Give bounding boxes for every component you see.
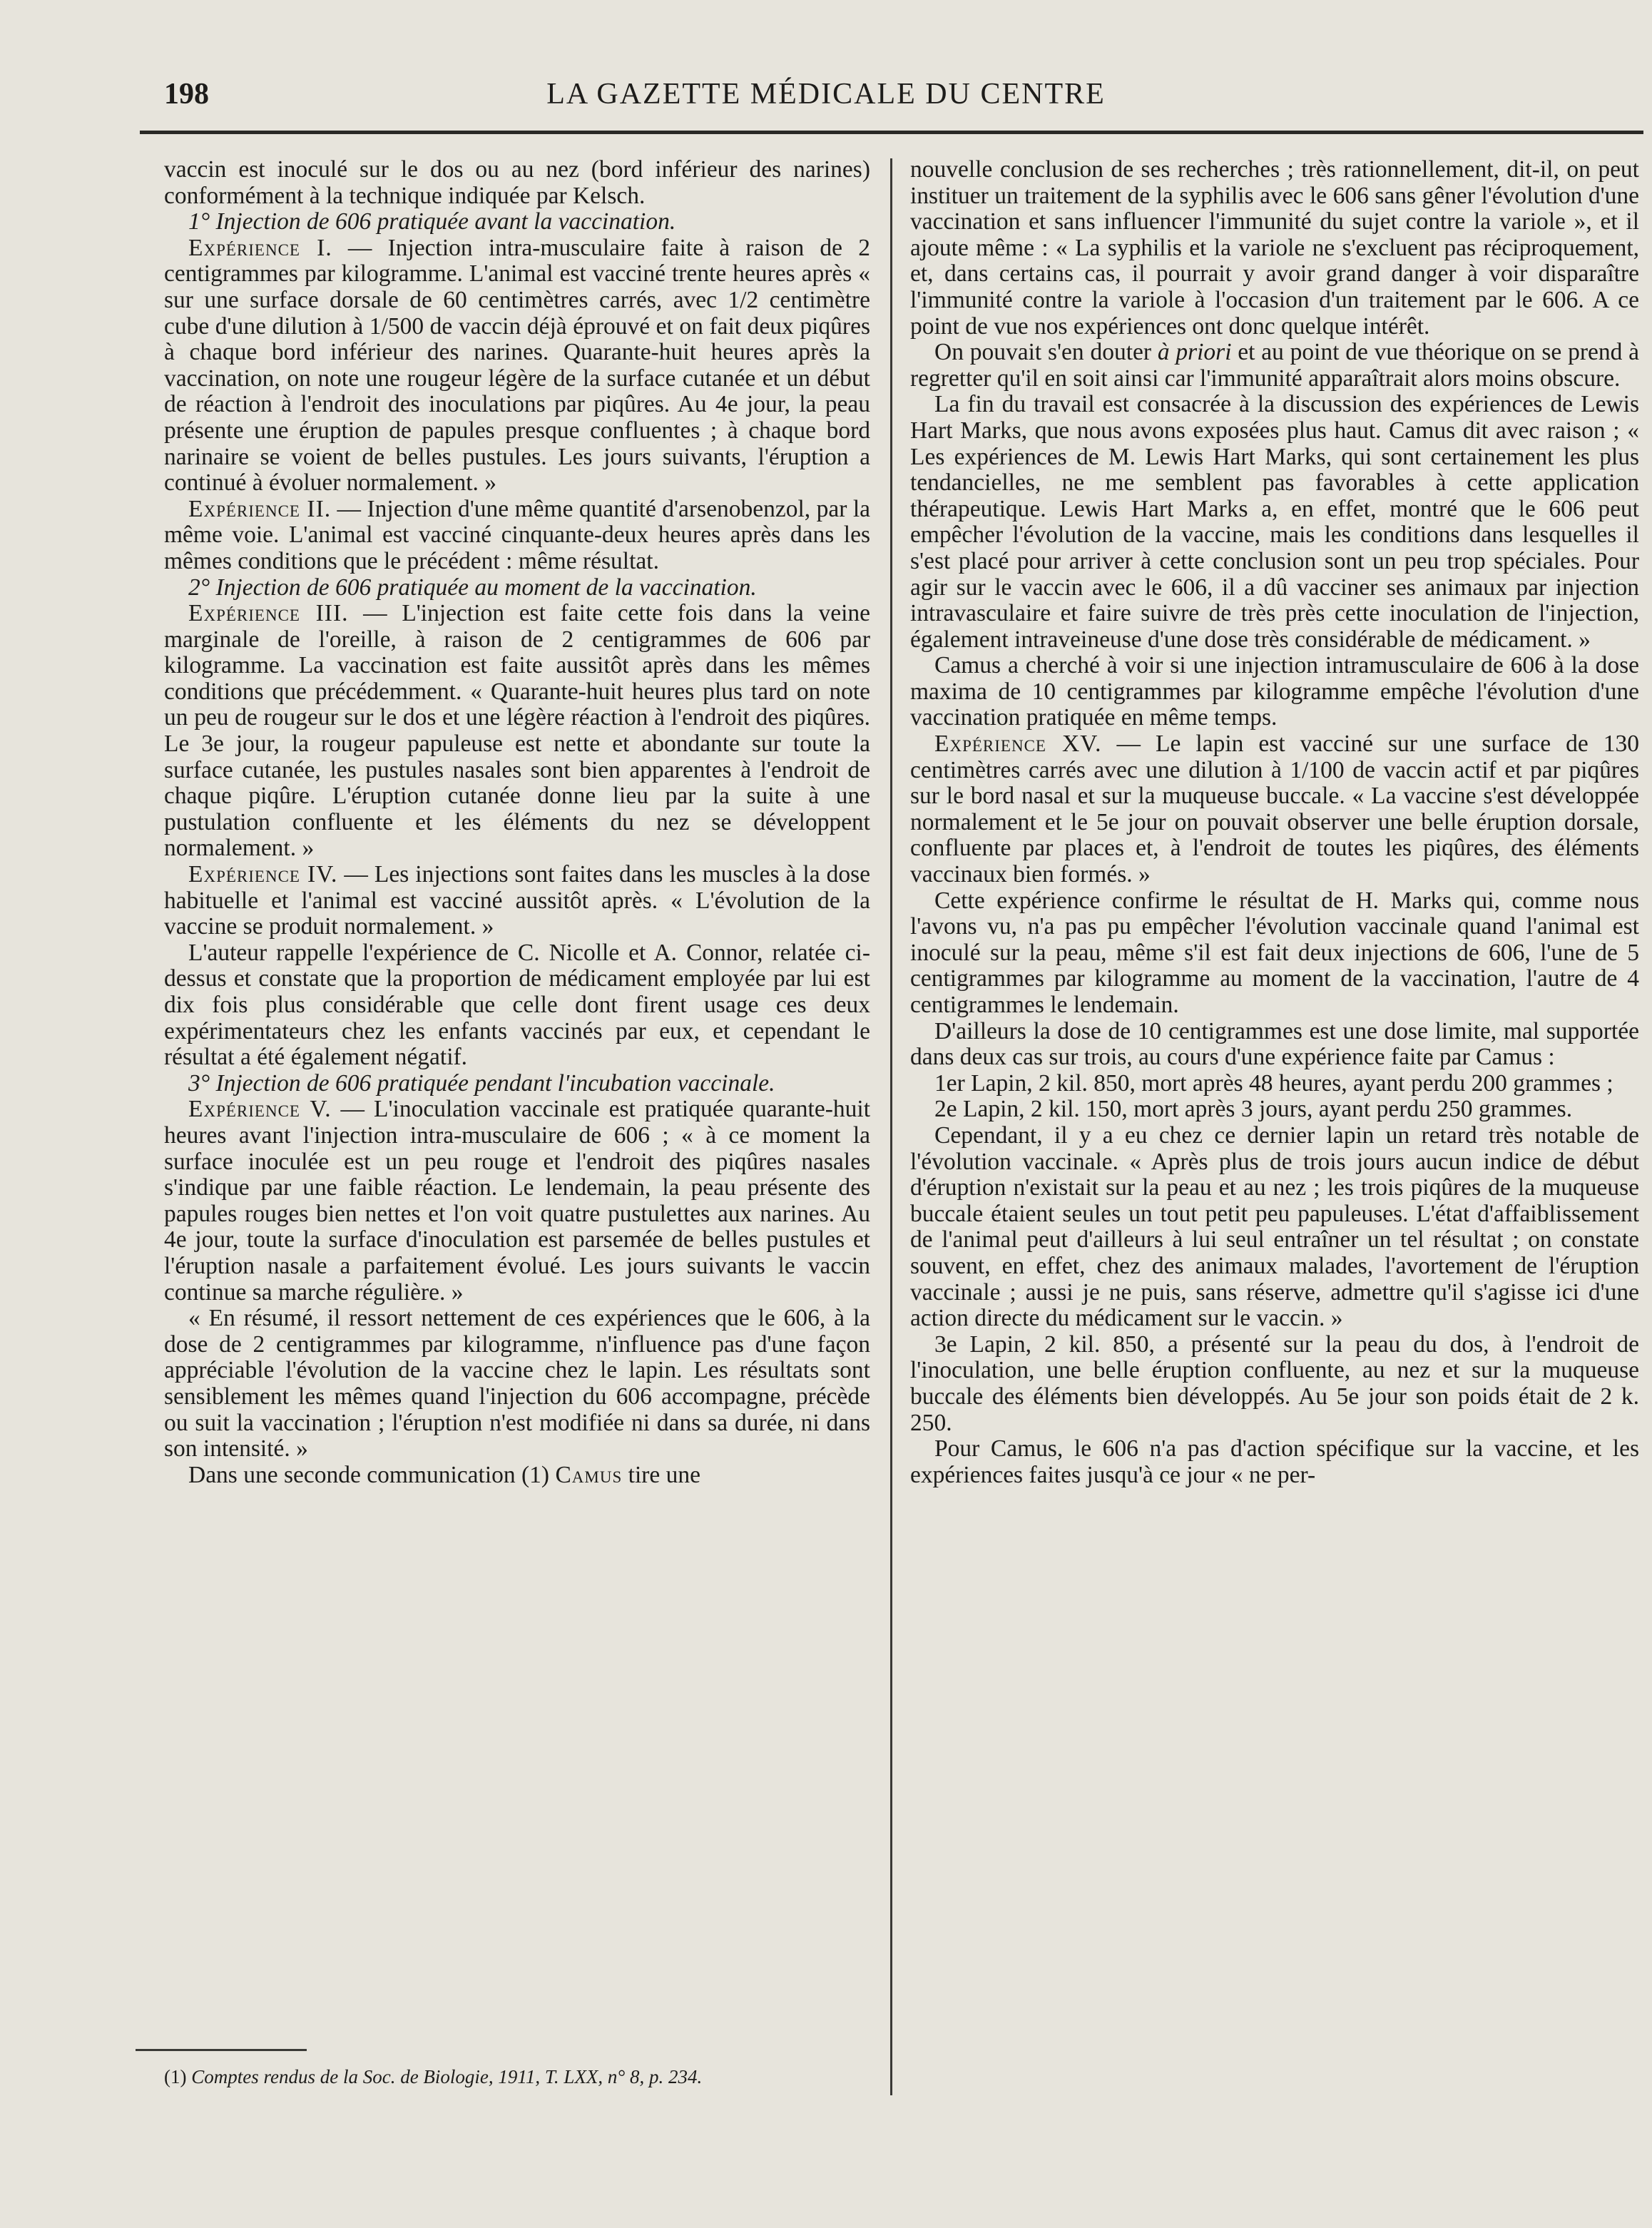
experiment-text: — Les injections sont faites dans les muscles à la dose habituelle et l'animal est vacciné aussitôt après. « L'évolution de la vaccine se produit normalement. » xyxy=(164,861,870,940)
section-heading: 2° Injection de 606 pratiquée au moment de la vaccination. xyxy=(188,574,757,601)
experiment-text: — Injection intra-musculaire faite à raison de 2 centigrammes par kilogramme. L'animal est vacciné trente heures après « sur une surface dorsale de 60 centimètres carrés, avec 1/2 centimètre cube d'une dilution à 1/500 de vaccin déjà éprouvé et on fait deux piqûres à chaque bord inférieur des narines. Quarante-huit heures après la vaccination, on note une rougeur légère de la surface cutanée et un début de réaction à l'endroit des inoculations par piqûres. Au 4e jour, la peau présente une éruption de papules presque confluentes ; à chaque bord narinaire se voient de belles pustules. Les jours suivants, l'éruption a continué à évoluer normalement. » xyxy=(164,234,870,497)
footnote xyxy=(164,2066,870,2088)
experiment-label: Expérience IV. xyxy=(188,861,338,888)
rabbit-entry: 1er Lapin, 2 kil. 850, mort après 48 heures, ayant perdu 200 grammes ; xyxy=(934,1069,1613,1097)
paragraph: La fin du travail est consacrée à la discussion des expériences de Lewis Hart Marks, que nous avons exposées plus haut. Camus dit avec raison ; « Les expériences de M. Lewis Hart Marks, qui sont certainement les plus tendancielles, ne me semblent pas favorables à cette application thérapeutique. Lewis Hart Marks a, en effet, montré que le 606 peut empêcher l'évolution de la vaccine, mais les conditions dans lesquelles il s'est placé pour arriver à cette conclusion sont un peu trop spéciales. Pour agir sur le vaccin avec le 606, il a dû vacciner ses animaux par injection intravasculaire et faire suivre de très près cette inoculation de l'injection, également intraveineuse d'une dose très considérable de médicament. » xyxy=(910,391,1639,653)
experiment-paragraph xyxy=(164,862,870,940)
left-column xyxy=(164,157,870,1488)
page-number: 198 xyxy=(164,78,209,111)
text-run: On pouvait s'en douter xyxy=(934,339,1158,366)
header-rule xyxy=(140,131,1643,134)
experiment-label: Expérience V. xyxy=(188,1096,332,1123)
experiment-paragraph xyxy=(164,1097,870,1306)
experiment-text: — Injection d'une même quantité d'arsenobenzol, par la même voie. L'animal est vacciné cinquante-deux heures après dans les mêmes conditions que le précédent : même résultat. xyxy=(164,495,870,574)
experiment-paragraph xyxy=(164,601,870,862)
footnote-rule xyxy=(136,2049,307,2051)
paragraph: Pour Camus, le 606 n'a pas d'action spécifique sur la vaccine, et les expériences faites jusqu'à ce jour « ne per- xyxy=(910,1435,1639,1488)
text-run: et au point de vue théorique on se prend à regretter qu'il en soit ainsi car l'immunité apparaîtrait alors moins obscure. xyxy=(910,339,1639,392)
text-run: Dans une seconde communication (1) xyxy=(188,1461,556,1488)
paragraph: D'ailleurs la dose de 10 centigrammes est une dose limite, mal supportée dans deux cas sur trois, au cours d'une expérience faite par Camus : xyxy=(910,1017,1639,1071)
section-heading: 1° Injection de 606 pratiquée avant la vaccination. xyxy=(188,208,676,235)
experiment-paragraph xyxy=(164,497,870,575)
author-name: Camus xyxy=(555,1461,623,1488)
experiment-paragraph xyxy=(910,731,1639,888)
paragraph: Camus a cherché à voir si une injection intramusculaire de 606 à la dose maxima de 10 centigrammes par kilogramme empêche l'évolution d'une vaccination pratiquée en même temps. xyxy=(910,652,1639,731)
experiment-label: Expérience I. xyxy=(188,234,332,261)
paragraph: vaccin est inoculé sur le dos ou au nez (bord inférieur des narines) conformément à la technique indiquée par Kelsch. xyxy=(164,156,870,209)
italic-text: à priori xyxy=(1157,339,1232,366)
footnote-text: Comptes rendus de la Soc. de Biologie, 1911, T. LXX, n° 8, p. 234. xyxy=(191,2066,703,2087)
experiment-paragraph xyxy=(164,235,870,497)
paragraph xyxy=(910,340,1639,392)
experiment-label: Expérience III. xyxy=(188,600,349,627)
paragraph: nouvelle conclusion de ses recherches ; très rationnellement, dit-il, on peut instituer un traitement de la syphilis avec le 606 sans gêner l'évolution d'une vaccination et sans influencer l'immunité du sujet contre la variole », et il ajoute même : « La syphilis et la variole ne s'excluent pas réciproquement, et, dans certains cas, il pourrait y avoir grand danger à voir disparaître l'immunité contre la variole à l'occasion d'un traitement par le 606. A ce point de vue nos expériences ont donc quelque intérêt. xyxy=(910,156,1639,340)
experiment-label: Expérience XV. xyxy=(934,731,1102,758)
paragraph: L'auteur rappelle l'expérience de C. Nicolle et A. Connor, relatée ci-dessus et constate que la proportion de médicament employée par lui est dix fois plus considérable que celle dont firent usage ces deux expérimentateurs chez les enfants vaccinés par eux, et cependant le résultat a été également négatif. xyxy=(164,939,870,1071)
paragraph xyxy=(164,1463,870,1489)
rabbit-entry: 2e Lapin, 2 kil. 150, mort après 3 jours, ayant perdu 250 grammes. xyxy=(934,1096,1573,1123)
column-rule xyxy=(890,158,892,2095)
page-header xyxy=(0,0,1652,143)
journal-title: LA GAZETTE MÉDICALE DU CENTRE xyxy=(546,78,1106,111)
experiment-text: — L'injection est faite cette fois dans la veine marginale de l'oreille, à raison de 2 centigrammes de 606 par kilogramme. La vaccination est faite aussitôt après dans les mêmes conditions que précédemment. « Quarante-huit heures plus tard on note un peu de rougeur sur le dos et une légère réaction à l'endroit des piqûres. Le 3e jour, la rougeur papuleuse est nette et abondante sur toute la surface cutanée, les pustules nasales sont bien apparentes à l'endroit de chaque piqûre. L'éruption cutanée donne lieu par la suite à une pustulation confluente et les éléments du nez se développent normalement. » xyxy=(164,600,870,862)
paragraph: « En résumé, il ressort nettement de ces expériences que le 606, à la dose de 2 centigrammes par kilogramme, n'influence pas d'une façon appréciable l'évolution de la vaccine chez le lapin. Les résultats sont sensiblement les mêmes quand l'injection du 606 accompagne, précède ou suit la vaccination ; l'éruption n'est modifiée ni dans sa durée, ni dans son intensité. » xyxy=(164,1305,870,1463)
footnote-marker: (1) xyxy=(164,2066,192,2087)
experiment-label: Expérience II. xyxy=(188,495,332,522)
paragraph: Cette expérience confirme le résultat de H. Marks qui, comme nous l'avons vu, n'a pas pu empêcher l'évolution vaccinale quand l'animal est inoculé sur la peau, même s'il est fait deux injections de 606, l'une de 5 centigrammes par kilogramme au moment de la vaccination, l'autre de 4 centigrammes le lendemain. xyxy=(910,887,1639,1018)
right-column xyxy=(910,157,1639,1488)
text-run: tire une xyxy=(622,1461,701,1488)
section-heading: 3° Injection de 606 pratiquée pendant l'incubation vaccinale. xyxy=(188,1069,775,1097)
experiment-text: — Le lapin est vacciné sur une surface de 130 centimètres carrés avec une dilution à 1/100 de vaccin actif et par piqûres sur le bord nasal et sur la muqueuse buccale. « La vaccine s'est développée normalement et le 5e jour on pouvait observer une belle éruption dorsale, confluente par places et, à l'endroit de toutes les piqûres, des éléments vaccinaux bien formés. » xyxy=(910,731,1640,888)
paragraph: Cependant, il y a eu chez ce dernier lapin un retard très notable de l'évolution vaccinale. « Après plus de trois jours aucun indice de début d'éruption n'existait sur la peau et au nez ; les trois piqûres de la muqueuse buccale étaient seules un tout petit peu papuleuses. L'état d'affaiblissement de l'animal peut d'ailleurs à lui seul entraîner un tel résultat ; on constate souvent, en effet, chez des animaux malades, l'avortement de l'éruption vaccinale ; aussi je ne puis, sans réserve, admettre qu'il s'agisse ici d'une action directe du médicament sur le vaccin. » xyxy=(910,1121,1639,1332)
experiment-text: — L'inoculation vaccinale est pratiquée quarante-huit heures avant l'injection intra-musculaire de 606 ; « à ce moment la surface inoculée est un peu rouge et l'endroit des piqûres nasales s'indique par une faible réaction. Le lendemain, la peau présente des papules rouges bien nettes et l'on voit quatre pustulettes aux narines. Au 4e jour, toute la surface d'inoculation est parsemée de belles pustules et l'éruption nasale a parfaitement évolué. Les jours suivants le vaccin continue sa marche régulière. » xyxy=(164,1096,870,1306)
rabbit-entry: 3e Lapin, 2 kil. 850, a présenté sur la peau du dos, à l'endroit de l'inoculation, une belle éruption confluente, au nez et sur la muqueuse buccale des éléments bien développés. Au 5e jour son poids était de 2 k. 250. xyxy=(910,1331,1639,1436)
